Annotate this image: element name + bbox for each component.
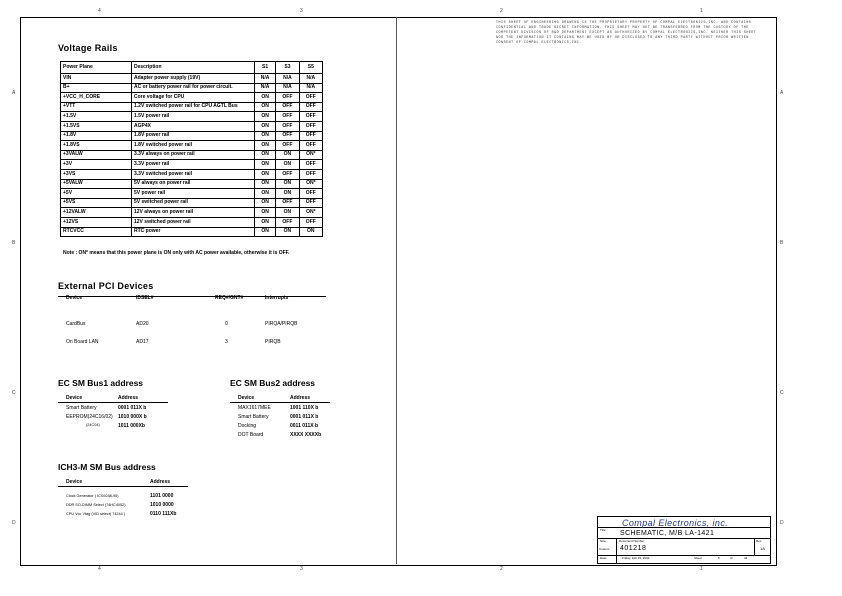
zone-number: 4 bbox=[98, 566, 101, 572]
rail-name: +5V bbox=[61, 189, 132, 199]
bus2-header-rule bbox=[230, 402, 330, 403]
rail-description: 5V power rail bbox=[132, 189, 255, 199]
pci-col-interrupts: Interrupts bbox=[265, 295, 289, 301]
rev-label: Rev bbox=[756, 539, 762, 543]
rail-s1: ON bbox=[255, 189, 276, 199]
bus1-row-device: EEPROM(24C16/02) bbox=[66, 414, 113, 420]
rail-name: +12VALW bbox=[61, 208, 132, 218]
rail-name: VIN bbox=[61, 74, 132, 84]
rail-name: +5VS bbox=[61, 198, 132, 208]
voltage-rail-row bbox=[61, 160, 323, 170]
rail-s3: ON bbox=[276, 227, 299, 237]
ich-row-device: DDR SO-DIMM Select (74HC4052) bbox=[66, 503, 126, 507]
voltage-rail-row bbox=[61, 102, 323, 112]
voltage-rail-row bbox=[61, 83, 323, 93]
voltage-rail-row bbox=[61, 141, 323, 151]
rail-s5: OFF bbox=[299, 121, 322, 131]
bus2-row-device: DOT Board bbox=[238, 432, 264, 438]
rail-s3: OFF bbox=[276, 121, 299, 131]
rail-s5: OFF bbox=[299, 189, 322, 199]
doc-number: 401218 bbox=[620, 545, 647, 552]
rail-name: +1.5V bbox=[61, 112, 132, 122]
rail-description: 3.3V always on power rail bbox=[132, 150, 255, 160]
rail-s3: ON bbox=[276, 179, 299, 189]
voltage-rail-row bbox=[61, 121, 323, 131]
col-description: Description bbox=[132, 62, 255, 74]
rail-s3: OFF bbox=[276, 169, 299, 179]
rail-s1: ON bbox=[255, 121, 276, 131]
rail-s3: ON bbox=[276, 208, 299, 218]
rail-name: +1.8VS bbox=[61, 141, 132, 151]
rail-name: +3VALW bbox=[61, 150, 132, 160]
bus1-row-device: (24C04) bbox=[86, 423, 100, 427]
voltage-rail-row bbox=[61, 179, 323, 189]
bus1-header-rule bbox=[58, 402, 168, 403]
tb-rule bbox=[616, 538, 617, 563]
pci-col-req: REQ#/GNT# bbox=[215, 295, 244, 301]
rail-description: 1.8V switched power rail bbox=[132, 141, 255, 151]
pci-row-device: On Board LAN bbox=[66, 339, 99, 345]
rail-s3: OFF bbox=[276, 141, 299, 151]
ich-col-address: Address bbox=[150, 479, 171, 485]
rail-s3: OFF bbox=[276, 112, 299, 122]
company-name: Compal Electronics, inc. bbox=[622, 518, 729, 528]
voltage-rail-row bbox=[61, 169, 323, 179]
rail-s1: ON bbox=[255, 208, 276, 218]
rail-name: +VTT bbox=[61, 102, 132, 112]
rail-description: 12V always on power rail bbox=[132, 208, 255, 218]
voltage-rail-row bbox=[61, 112, 323, 122]
rail-description: 1.8V power rail bbox=[132, 131, 255, 141]
pci-title: External PCI Devices bbox=[58, 281, 154, 291]
col-s3: S3 bbox=[276, 62, 299, 74]
rail-description: Adapter power supply (19V) bbox=[132, 74, 255, 84]
rail-s1: ON bbox=[255, 227, 276, 237]
sheet-number: 5 bbox=[718, 556, 720, 560]
rail-name: +1.5VS bbox=[61, 121, 132, 131]
rail-description: 5V always on power rail bbox=[132, 179, 255, 189]
bus1-col-address: Address bbox=[118, 395, 139, 401]
bus1-row-address: 1011 000Xb bbox=[118, 423, 145, 429]
bus2-col-address: Address bbox=[290, 395, 311, 401]
voltage-rail-row bbox=[61, 131, 323, 141]
zone-number: 3 bbox=[300, 566, 303, 572]
voltage-rails-table bbox=[60, 61, 323, 237]
bus2-row-address: 0011 011X b bbox=[290, 423, 319, 429]
voltage-rail-row bbox=[61, 150, 323, 160]
rail-description: 3.3V power rail bbox=[132, 160, 255, 170]
bus2-col-device: Device bbox=[238, 395, 255, 401]
rail-name: +12VS bbox=[61, 217, 132, 227]
rail-s5: N/A bbox=[299, 83, 322, 93]
zone-number: 1 bbox=[700, 8, 703, 14]
rail-s1: ON bbox=[255, 169, 276, 179]
ich-row-address: 1101 0000 bbox=[150, 493, 174, 499]
col-s5: S5 bbox=[299, 62, 322, 74]
rail-s5: OFF bbox=[299, 93, 322, 103]
rail-s3: N/A bbox=[276, 83, 299, 93]
voltage-rail-row bbox=[61, 74, 323, 84]
rail-s3: OFF bbox=[276, 217, 299, 227]
voltage-rail-row bbox=[61, 198, 323, 208]
rail-s5: OFF bbox=[299, 112, 322, 122]
bus2-row-address: 1001 110X b bbox=[290, 405, 319, 411]
rail-description: RTC power bbox=[132, 227, 255, 237]
voltage-rails-title: Voltage Rails bbox=[58, 43, 118, 53]
ich-row-device: CPU Vcc Vtag (VID select) 74244 ) bbox=[66, 512, 126, 516]
bus1-row-device: Smart Battery bbox=[66, 405, 97, 411]
rail-s1: ON bbox=[255, 217, 276, 227]
rail-s1: ON bbox=[255, 141, 276, 151]
rail-s5: N/A bbox=[299, 74, 322, 84]
zone-letter: B bbox=[780, 240, 784, 246]
tb-rule bbox=[754, 538, 755, 555]
rail-s3: OFF bbox=[276, 131, 299, 141]
pci-row-device: CardBus bbox=[66, 321, 86, 327]
pci-row-idsel: AD17 bbox=[136, 339, 149, 345]
zone-number: 2 bbox=[500, 566, 503, 572]
rail-description: 3.3V switched power rail bbox=[132, 169, 255, 179]
rev-value: 1A bbox=[760, 546, 765, 551]
rail-s5: ON bbox=[299, 227, 322, 237]
confidential-notice: THIS SHEET OF ENGINEERING DRAWING IS THE PROPRIETARY PROPERTY OF COMPAL ELECTRONICS,INC. AND CONTAINS CONFIDENTIAL AND TRADE SECRET INFORMATION. THIS SHEET MAY NOT BE TRANSFERRED FROM THE CUSTODY OF THE COMPETENT DIVISION OF R&D DEPARTMENT EXCEPT AS AUTHORIZED BY COMPAL ELECTRONICS,INC. NEITHER THIS SHEET NOR THE INFORMATION IT CONTAINS MAY BE USED BY OR DISCLOSED TO ANY THIRD PARTY WITHOUT PRIOR WRITTEN CONSENT OF COMPAL ELECTRONICS,INC. bbox=[496, 20, 757, 44]
pci-row-req: 3 bbox=[225, 339, 228, 345]
rail-description: AGP4X bbox=[132, 121, 255, 131]
ich-row-device: Clock Generator ( ICS9248-95) bbox=[66, 494, 119, 498]
voltage-rail-row bbox=[61, 189, 323, 199]
rail-s5: OFF bbox=[299, 131, 322, 141]
rail-s1: ON bbox=[255, 102, 276, 112]
voltage-rail-row bbox=[61, 93, 323, 103]
sheet-total: 44 bbox=[744, 556, 748, 560]
rail-description: 12V switched power rail bbox=[132, 217, 255, 227]
rail-s5: ON* bbox=[299, 150, 322, 160]
rail-name: +3V bbox=[61, 160, 132, 170]
sheet-divider bbox=[396, 17, 397, 564]
bus1-title: EC SM Bus1 address bbox=[58, 378, 144, 388]
rail-name: B+ bbox=[61, 83, 132, 93]
rail-s1: ON bbox=[255, 198, 276, 208]
rail-s3: OFF bbox=[276, 102, 299, 112]
zone-letter: D bbox=[12, 520, 16, 526]
ich-header-rule bbox=[58, 486, 188, 487]
zone-letter: C bbox=[780, 390, 784, 396]
ich-col-device: Device bbox=[66, 479, 83, 485]
bus2-row-device: Docking bbox=[238, 423, 257, 429]
rail-description: AC or battery power rail for power circuit. bbox=[132, 83, 255, 93]
rail-s5: OFF bbox=[299, 141, 322, 151]
bus2-row-address: XXXX XXXXb bbox=[290, 432, 322, 438]
zone-number: 1 bbox=[700, 566, 703, 572]
rail-s1: N/A bbox=[255, 83, 276, 93]
rail-s1: ON bbox=[255, 179, 276, 189]
doc-number-label: Document Number bbox=[619, 539, 645, 543]
col-s1: S1 bbox=[255, 62, 276, 74]
rail-s1: ON bbox=[255, 112, 276, 122]
ich-row-address: 0110 111Xb bbox=[150, 511, 177, 517]
pci-row-req: 0 bbox=[225, 321, 228, 327]
bus1-row-address: 0001 011X b bbox=[118, 405, 147, 411]
bus2-row-device: MAX1617MEE bbox=[238, 405, 271, 411]
rail-name: +3VS bbox=[61, 169, 132, 179]
rail-s1: ON bbox=[255, 150, 276, 160]
voltage-rails-note: Note : ON* means that this power plane is ON only with AC power available, otherwise it is OFF. bbox=[63, 250, 290, 256]
zone-letter: A bbox=[780, 90, 784, 96]
rail-description: 1.2V switched power rail for CPU AGTL Bus bbox=[132, 102, 255, 112]
rail-description: 5V switched power rail bbox=[132, 198, 255, 208]
zone-number: 2 bbox=[500, 8, 503, 14]
rail-s3: ON bbox=[276, 189, 299, 199]
rail-name: +5VALW bbox=[61, 179, 132, 189]
rail-s5: OFF bbox=[299, 198, 322, 208]
rail-s5: OFF bbox=[299, 217, 322, 227]
rail-s5: ON* bbox=[299, 208, 322, 218]
bus2-row-address: 0001 011X b bbox=[290, 414, 319, 420]
rail-name: +1.8V bbox=[61, 131, 132, 141]
rail-s5: OFF bbox=[299, 169, 322, 179]
bus1-row-address: 1010 000X b bbox=[118, 414, 147, 420]
voltage-rail-row bbox=[61, 208, 323, 218]
ich-row-address: 1010 0000 bbox=[150, 502, 174, 508]
rail-s3: N/A bbox=[276, 74, 299, 84]
pci-col-device: Device bbox=[66, 295, 83, 301]
sheet-of: of bbox=[730, 556, 733, 560]
rail-description: Core voltage for CPU bbox=[132, 93, 255, 103]
zone-number: 4 bbox=[98, 8, 101, 14]
bus2-title: EC SM Bus2 address bbox=[230, 378, 316, 388]
rail-s1: ON bbox=[255, 160, 276, 170]
voltage-rail-row bbox=[61, 227, 323, 237]
pci-row-interrupts: PIRQB bbox=[265, 339, 281, 345]
title-label: Title bbox=[600, 528, 606, 532]
schematic-title: SCHEMATIC, M/B LA-1421 bbox=[620, 530, 715, 537]
rail-s3: ON bbox=[276, 150, 299, 160]
size-label: Size bbox=[600, 539, 606, 543]
date-value: Friday, Feb 15, 2002 bbox=[622, 556, 650, 560]
sheet-label: Sheet bbox=[694, 556, 702, 560]
rail-s3: OFF bbox=[276, 198, 299, 208]
pci-row-interrupts: PIRQA/PIRQB bbox=[265, 321, 298, 327]
zone-number: 3 bbox=[300, 8, 303, 14]
rail-name: RTCVCC bbox=[61, 227, 132, 237]
rail-s3: OFF bbox=[276, 93, 299, 103]
bus1-col-device: Device bbox=[66, 395, 83, 401]
rail-description: 1.5V power rail bbox=[132, 112, 255, 122]
title-block bbox=[597, 516, 771, 564]
zone-letter: C bbox=[12, 390, 16, 396]
rail-s5: OFF bbox=[299, 160, 322, 170]
rail-s5: OFF bbox=[299, 102, 322, 112]
pci-row-idsel: AD20 bbox=[136, 321, 149, 327]
zone-letter: A bbox=[12, 90, 16, 96]
ich-title: ICH3-M SM Bus address bbox=[58, 462, 156, 472]
date-label: Date: bbox=[600, 556, 608, 560]
rail-name: +VCC_H_CORE bbox=[61, 93, 132, 103]
pci-col-idsel: IDSEL# bbox=[136, 295, 154, 301]
bus2-row-device: Smart Battery bbox=[238, 414, 269, 420]
zone-letter: B bbox=[12, 240, 16, 246]
zone-letter: D bbox=[780, 520, 784, 526]
voltage-rail-row bbox=[61, 217, 323, 227]
rail-s5: ON* bbox=[299, 179, 322, 189]
col-power-plane: Power Plane bbox=[61, 62, 132, 74]
rail-s1: ON bbox=[255, 93, 276, 103]
rail-s3: ON bbox=[276, 160, 299, 170]
rail-s1: ON bbox=[255, 131, 276, 141]
rail-s1: N/A bbox=[255, 74, 276, 84]
size-value: Custom bbox=[599, 547, 610, 551]
